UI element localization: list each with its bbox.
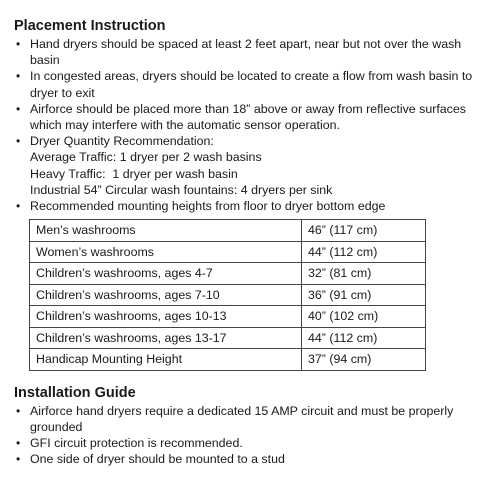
bullet-icon: • bbox=[16, 403, 21, 418]
list-item bbox=[14, 101, 492, 133]
height-cell: 32” (81 cm) bbox=[302, 263, 426, 285]
table-row bbox=[30, 241, 426, 263]
bullet-icon: • bbox=[16, 436, 21, 451]
height-cell: 36” (91 cm) bbox=[302, 284, 426, 306]
bullet-icon: • bbox=[16, 69, 21, 84]
location-cell: Women’s washrooms bbox=[30, 241, 302, 263]
list-item bbox=[14, 36, 492, 68]
quantity-industrial: Industrial 54” Circular wash fountains: 4 dryers per sink bbox=[30, 182, 333, 197]
height-cell: 46” (117 cm) bbox=[302, 220, 426, 242]
quantity-label: Dryer Quantity Recommendation: bbox=[30, 134, 214, 149]
placement-bullet-reflective: Airforce should be placed more than 18” above or away from reflective surfaces which may interfere with the automatic sensor operation. bbox=[30, 101, 466, 133]
list-item bbox=[14, 133, 492, 198]
installation-list bbox=[14, 403, 492, 468]
install-bullet-circuit: Airforce hand dryers require a dedicated 15 AMP circuit and must be properly grounded bbox=[30, 403, 454, 434]
height-cell: 37” (94 cm) bbox=[302, 349, 426, 371]
location-cell: Children’s washrooms, ages 4-7 bbox=[30, 263, 302, 285]
list-item bbox=[14, 403, 492, 435]
placement-title: Placement Instruction bbox=[14, 18, 166, 34]
bullet-icon: • bbox=[16, 452, 21, 467]
list-item bbox=[14, 198, 492, 214]
placement-bullet-spacing: Hand dryers should be spaced at least 2 feet apart, near but not over the wash basin bbox=[30, 37, 462, 68]
table-row bbox=[30, 284, 426, 306]
height-cell: 44” (112 cm) bbox=[302, 241, 426, 263]
list-item bbox=[14, 451, 492, 467]
location-cell: Children’s washrooms, ages 7-10 bbox=[30, 284, 302, 306]
bullet-icon: • bbox=[16, 134, 21, 149]
install-bullet-gfi: GFI circuit protection is recommended. bbox=[30, 436, 243, 451]
instruction-sheet bbox=[14, 18, 492, 468]
placement-list bbox=[14, 36, 492, 214]
table-row bbox=[30, 220, 426, 242]
installation-title: Installation Guide bbox=[14, 384, 136, 401]
height-cell: 40” (102 cm) bbox=[302, 306, 426, 328]
table-row bbox=[30, 263, 426, 285]
quantity-average: Average Traffic: 1 dryer per 2 wash basins bbox=[30, 150, 262, 165]
list-item bbox=[14, 68, 492, 100]
bullet-icon: • bbox=[16, 37, 21, 51]
table-row bbox=[30, 327, 426, 349]
mounting-label: Recommended mounting heights from floor to dryer bottom edge bbox=[30, 199, 386, 214]
table-row bbox=[30, 306, 426, 328]
location-cell: Children’s washrooms, ages 13-17 bbox=[30, 327, 302, 349]
mounting-heights-table bbox=[29, 219, 426, 371]
location-cell: Men’s washrooms bbox=[30, 220, 302, 242]
bullet-icon: • bbox=[16, 101, 21, 116]
bullet-icon: • bbox=[16, 199, 21, 214]
table-row bbox=[30, 349, 426, 371]
height-cell: 44” (112 cm) bbox=[302, 327, 426, 349]
list-item bbox=[14, 435, 492, 451]
install-bullet-stud: One side of dryer should be mounted to a stud bbox=[30, 452, 285, 467]
quantity-heavy: Heavy Traffic: 1 dryer per wash basin bbox=[30, 166, 238, 181]
location-cell: Children’s washrooms, ages 10-13 bbox=[30, 306, 302, 328]
location-cell: Handicap Mounting Height bbox=[30, 349, 302, 371]
placement-bullet-congested: In congested areas, dryers should be located to create a flow from wash basin to dryer to exit bbox=[30, 69, 473, 100]
